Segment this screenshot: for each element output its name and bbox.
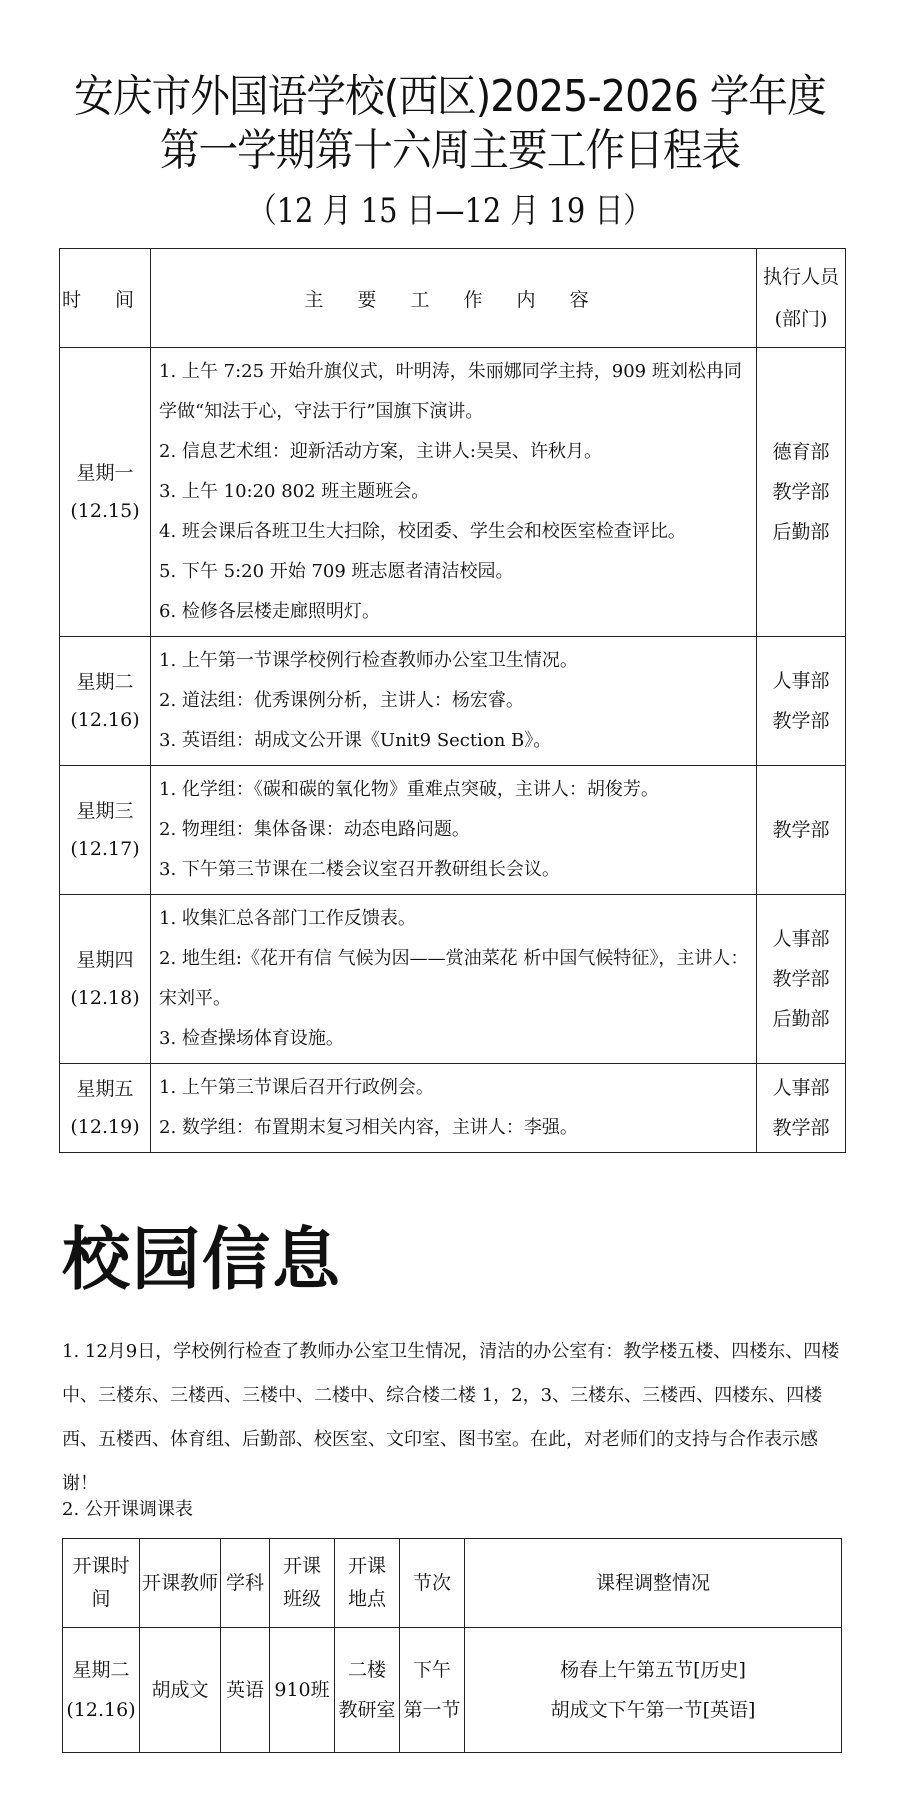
lesson-header-cell [270,1539,335,1628]
lesson-period-text: 下午 [412,1659,451,1681]
schedule-row [60,348,846,637]
day-name: 星期四 [76,949,134,971]
lesson-adjustment-text: 胡成文下午第一节[英语] [550,1699,756,1721]
lesson-subject [221,1628,270,1753]
day-name: 星期三 [76,800,134,822]
lesson-header-cell [63,1539,140,1628]
schedule-items [151,348,757,637]
schedule-day [60,766,151,895]
schedule-item: 1. 收集汇总各部门工作反馈表。 [159,908,416,929]
schedule-depts [757,1064,846,1153]
schedule-item: 3. 英语组：胡成文公开课《Unit9 Section B》。 [159,730,552,751]
weekly-schedule-table [59,248,846,1153]
title-line-1: 安庆市外国语学校(西区)2025-2026 学年度 [74,71,826,122]
day-date: (12.16) [70,709,140,731]
schedule-item: 1. 上午第一节课学校例行检查教师办公室卫生情况。 [159,650,578,671]
day-name: 星期一 [76,462,134,484]
schedule-item: 3. 检查操场体育设施。 [159,1028,344,1049]
lesson-period [400,1628,465,1753]
lesson-adjustment-text: 杨春上午第五节[历史] [560,1659,746,1681]
dept-name: 后勤部 [772,521,830,543]
date-range: （12 月 15 日—12 月 19 日） [247,191,653,231]
schedule-row [60,895,846,1064]
schedule-item: 1. 化学组：《碳和碳的氧化物》重难点突破，主讲人：胡俊芳。 [159,779,659,800]
dept-name: 人事部 [772,670,830,692]
exec-header [757,249,846,348]
lesson-class [270,1628,335,1753]
dept-name: 后勤部 [772,1008,830,1030]
lesson-subject-text: 英语 [225,1679,264,1701]
schedule-items [151,637,757,766]
lesson-header-cell [221,1539,270,1628]
day-date: (12.17) [70,838,140,860]
schedule-depts [757,766,846,895]
lesson-header-text: 开课教师 [141,1571,218,1594]
campus-info-title: 校园信息 [62,1220,343,1300]
schedule-depts [757,637,846,766]
lesson-header-cell [140,1539,221,1628]
lesson-header-text: 课程调整情况 [595,1571,710,1594]
lesson-time [63,1628,140,1753]
lesson-header-cell [400,1539,465,1628]
schedule-day [60,1064,151,1153]
schedule-item: 1. 上午 7:25 开始升旗仪式，叶明涛，朱丽娜同学主持，909 班刘松冉同学做“知法于心，守法于行”国旗下演讲。 [159,361,742,422]
schedule-day [60,348,151,637]
dept-name: 教学部 [772,819,830,841]
schedule-item: 6. 检修各层楼走廊照明灯。 [159,601,380,622]
exec-header-line1: 执行人员 [762,266,839,288]
schedule-item: 2. 地生组:《花开有信 气候为因——赏油菜花 析中国气候特征》，主讲人：宋刘平。 [159,948,749,1009]
schedule-item: 4. 班会课后各班卫生大扫除，校团委、学生会和校医室检查评比。 [159,521,686,542]
lesson-place-text: 教研室 [338,1699,396,1721]
lesson-header-text: 节次 [412,1571,451,1594]
schedule-day [60,895,151,1064]
day-date: (12.18) [70,987,140,1009]
schedule-header-row [60,249,846,348]
schedule-item: 3. 上午 10:20 802 班主题班会。 [159,481,430,502]
dept-name: 人事部 [772,1077,830,1099]
schedule-items [151,1064,757,1153]
schedule-row [60,766,846,895]
lesson-header-text: 班级 [282,1588,321,1610]
schedule-item: 2. 信息艺术组：迎新活动方案，主讲人:吴昊、许秋月。 [159,441,602,462]
schedule-items [151,895,757,1064]
lesson-header-text: 地点 [347,1588,386,1610]
schedule-item: 3. 下午第三节课在二楼会议室召开教研组长会议。 [159,859,560,880]
lesson-place-text: 二楼 [347,1659,386,1681]
exec-header-line2: (部门) [774,308,828,330]
lesson-header-text: 开课 [347,1555,386,1577]
lesson-teacher-text: 胡成文 [151,1679,209,1701]
lesson-period-text: 第一节 [403,1699,461,1721]
lesson-place [335,1628,400,1753]
lesson-table-title: 2. 公开课调课表 [62,1499,193,1520]
content-header: 主 要 工 作 内 容 [151,249,757,348]
title-line-2: 第一学期第十六周主要工作日程表 [159,125,741,176]
schedule-day [60,637,151,766]
lesson-teacher [140,1628,221,1753]
lesson-header-row [63,1539,842,1628]
schedule-item: 1. 上午第三节课后召开行政例会。 [159,1077,434,1098]
lesson-adjustment-table [62,1538,842,1753]
dept-name: 教学部 [772,1117,830,1139]
lesson-header-cell [335,1539,400,1628]
schedule-row [60,637,846,766]
lesson-adjustment [465,1628,842,1753]
schedule-row [60,1064,846,1153]
lesson-header-text: 学科 [225,1571,264,1594]
schedule-items [151,766,757,895]
day-name: 星期五 [76,1078,134,1100]
campus-notice: 1. 12月9日，学校例行检查了教师办公室卫生情况，清洁的办公室有：教学楼五楼、四楼东、四楼中、三楼东、三楼西、三楼中、二楼中、综合楼二楼 1，2，3、三楼东、三楼西、四楼东、四楼西、五楼西、体育组、后勤部、校医室、文印室、图书室。在此，对老师们的支持与合作表示感谢！ [62,1341,840,1494]
day-name: 星期二 [76,671,134,693]
schedule-item: 2. 道法组：优秀课例分析，主讲人：杨宏睿。 [159,690,524,711]
lesson-row [63,1628,842,1753]
dept-name: 教学部 [772,481,830,503]
time-header: 时 间 [60,249,151,348]
lesson-header-cell [465,1539,842,1628]
dept-name: 教学部 [772,710,830,732]
lesson-class-text: 910班 [274,1679,330,1701]
schedule-item: 5. 下午 5:20 开始 709 班志愿者清洁校园。 [159,561,514,582]
dept-name: 教学部 [772,968,830,990]
dept-name: 德育部 [772,441,830,463]
schedule-depts [757,348,846,637]
schedule-item: 2. 物理组：集体备课：动态电路问题。 [159,819,470,840]
schedule-depts [757,895,846,1064]
lesson-time-text: 星期二 [72,1659,130,1681]
day-date: (12.19) [70,1116,140,1138]
lesson-header-text: 开课时间 [72,1555,130,1610]
lesson-time-text: (12.16) [66,1699,136,1721]
schedule-item: 2. 数学组：布置期末复习相关内容，主讲人：李强。 [159,1117,578,1138]
day-date: (12.15) [70,500,140,522]
dept-name: 人事部 [772,928,830,950]
lesson-header-text: 开课 [282,1555,321,1577]
